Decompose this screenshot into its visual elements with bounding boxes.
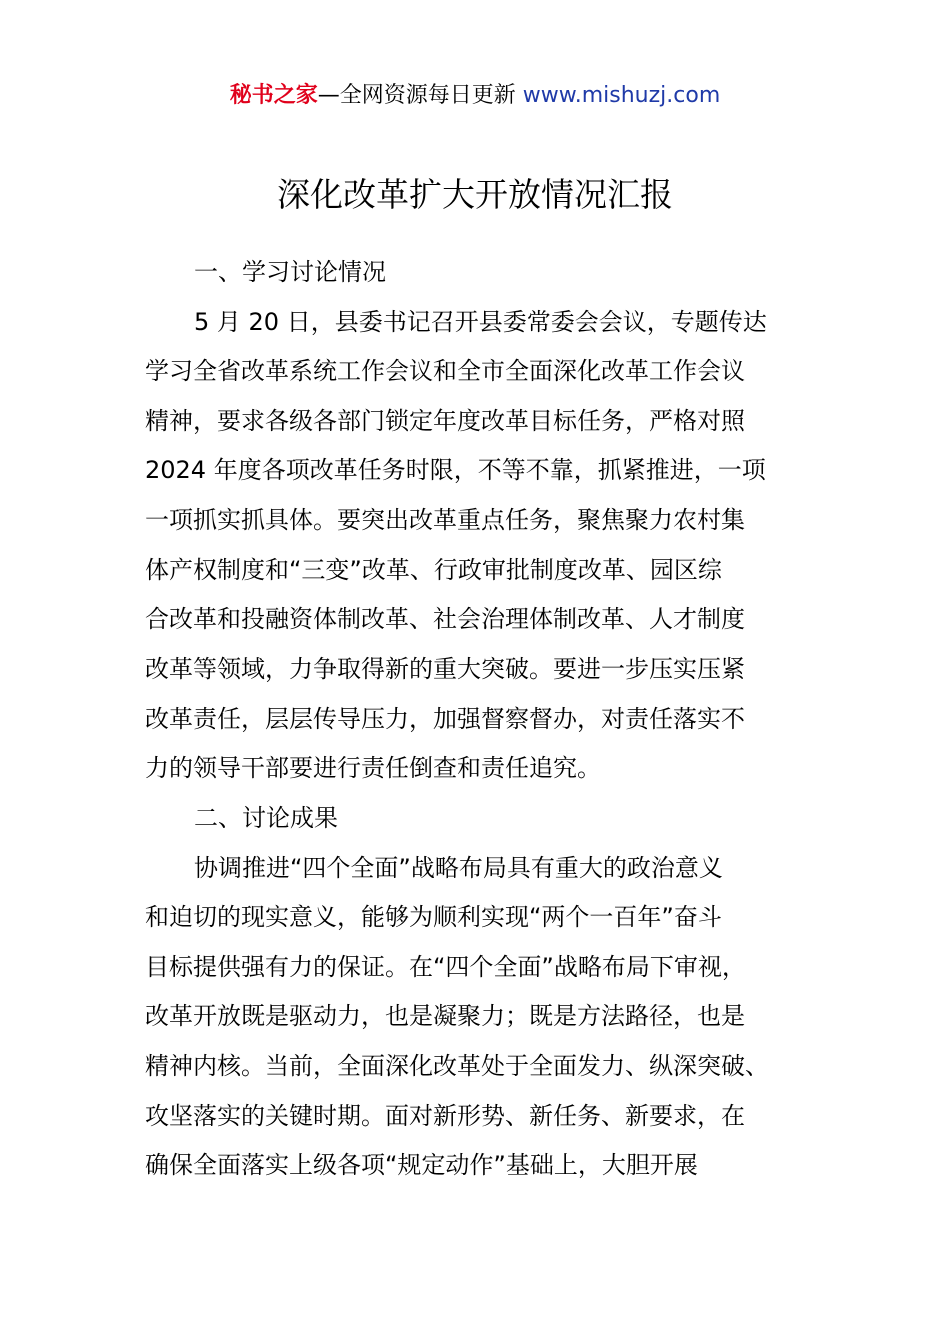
site-header bbox=[0, 78, 950, 114]
brand-name: 秘书之家 bbox=[229, 83, 318, 108]
section-heading: 二、讨论成果 bbox=[194, 804, 338, 832]
paragraph-line: 和迫切的现实意义，能够为顺利实现“两个一百年”奋斗 bbox=[145, 903, 722, 931]
site-url-link[interactable]: www.mishuzj.com bbox=[522, 83, 721, 108]
header-tagline: —全网资源每日更新 bbox=[317, 83, 523, 108]
paragraph-line: 5 月 20 日，县委书记召开县委常委会会议，专题传达 bbox=[194, 308, 767, 336]
paragraph-line: 力的领导干部要进行责任倒查和责任追究。 bbox=[145, 754, 601, 782]
paragraph-line: 一项抓实抓具体。要突出改革重点任务，聚焦聚力农村集 bbox=[145, 506, 745, 534]
paragraph-line: 协调推进“四个全面”战略布局具有重大的政治意义 bbox=[194, 854, 723, 882]
document-title: 深化改革扩大开放情况汇报 bbox=[277, 175, 673, 214]
paragraph-line: 精神，要求各级各部门锁定年度改革目标任务，严格对照 bbox=[145, 407, 745, 435]
paragraph-line: 合改革和投融资体制改革、社会治理体制改革、人才制度 bbox=[145, 605, 745, 633]
paragraph-line: 改革开放既是驱动力，也是凝聚力；既是方法路径，也是 bbox=[145, 1002, 745, 1030]
paragraph-line: 目标提供强有力的保证。在“四个全面”战略布局下审视， bbox=[145, 953, 746, 981]
paragraph-line: 确保全面落实上级各项“规定动作”基础上，大胆开展 bbox=[145, 1151, 698, 1179]
paragraph-line: 体产权制度和“三变”改革、行政审批制度改革、园区综 bbox=[145, 556, 722, 584]
paragraph-line: 2024 年度各项改革任务时限，不等不靠，抓紧推进，一项 bbox=[145, 456, 766, 484]
paragraph-line: 精神内核。当前，全面深化改革处于全面发力、纵深突破、 bbox=[145, 1052, 769, 1080]
paragraph-line: 改革等领域，力争取得新的重大突破。要进一步压实压紧 bbox=[145, 655, 745, 683]
paragraph-line: 学习全省改革系统工作会议和全市全面深化改革工作会议 bbox=[145, 357, 745, 385]
section-heading: 一、学习讨论情况 bbox=[194, 258, 386, 286]
paragraph-line: 改革责任，层层传导压力，加强督察督办，对责任落实不 bbox=[145, 705, 745, 733]
paragraph-line: 攻坚落实的关键时期。面对新形势、新任务、新要求，在 bbox=[145, 1102, 745, 1130]
